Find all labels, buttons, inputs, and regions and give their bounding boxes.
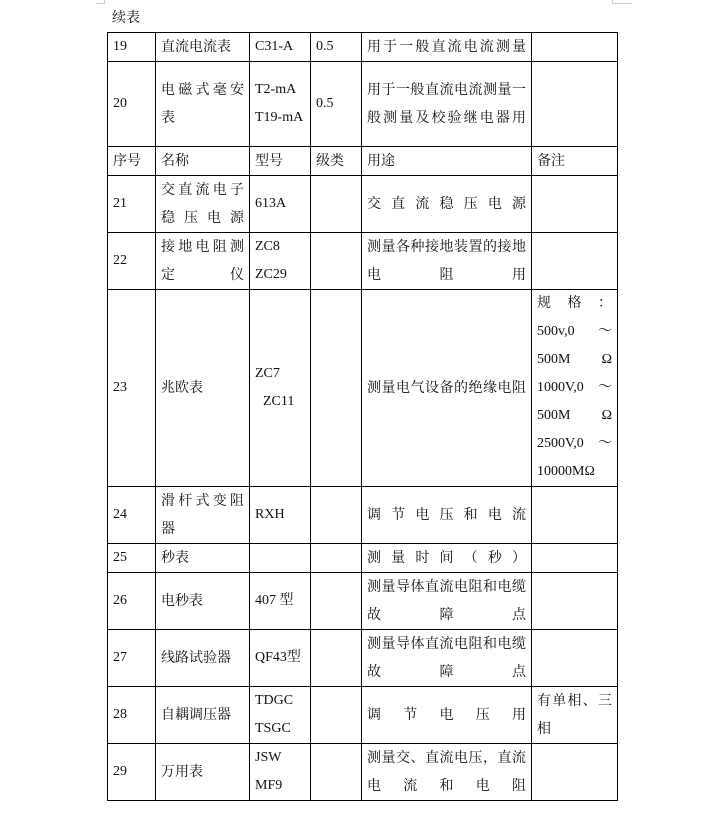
row-use: 交直流稳压电源 [362,176,532,233]
row-name: 电磁式毫安表 [156,62,250,147]
table-row [108,573,618,630]
row-grade [311,573,362,630]
model-line: 613A [255,196,287,211]
model-line: ZC7 [255,366,280,381]
model-line: QF43型 [255,650,301,665]
row-model [250,233,311,290]
row-name: 兆欧表 [156,290,250,487]
row-number: 27 [108,630,156,687]
model-line: T2-mA [255,82,297,97]
model-line: ZC8 [255,239,280,254]
row-number: 26 [108,573,156,630]
row-name: 接地电阻测定仪 [156,233,250,290]
instrument-table [107,32,618,801]
row-note [532,233,618,290]
row-note [532,573,618,630]
row-model [250,290,311,487]
spec-part: 10000MΩ [537,464,595,479]
spec-part: ： [598,296,612,311]
row-number: 24 [108,487,156,544]
model-line: 407 型 [255,593,294,608]
row-grade [311,630,362,687]
row-name: 交直流电子稳压电源 [156,176,250,233]
row-note [532,630,618,687]
row-note [532,290,618,487]
model-line: T19-mA [255,110,304,125]
table-row [108,290,618,487]
model-line: JSW [255,750,282,765]
row-number: 22 [108,233,156,290]
row-grade [311,176,362,233]
spec-part: ～ [598,324,612,339]
row-note [532,176,618,233]
page-corner-line-right [612,3,632,4]
row-grade [311,290,362,487]
spec-part: 500M [537,408,571,423]
model-line: TDGC [255,693,294,708]
spec-line [537,458,612,486]
header-note: 备注 [532,147,618,176]
model-line: RXH [255,507,285,522]
row-grade [311,744,362,801]
row-model [250,487,311,544]
row-use: 用于一般直流电流测量一般测量及校验继电器用 [362,62,532,147]
row-number: 23 [108,290,156,487]
row-use: 测量电气设备的绝缘电阻 [362,290,532,487]
row-name: 自耦调压器 [156,687,250,744]
row-name: 电秒表 [156,573,250,630]
spec-line [537,346,612,374]
row-use: 测量交、直流电压，直流电流和电阻 [362,744,532,801]
row-use: 调节电压用 [362,687,532,744]
row-model [250,630,311,687]
row-name: 线路试验器 [156,630,250,687]
row-grade [311,544,362,573]
row-grade [311,687,362,744]
row-number: 21 [108,176,156,233]
model-line: ZC29 [255,267,287,282]
spec-part: ～ [598,380,612,395]
spec-line [537,290,612,318]
row-use: 测量各种接地装置的接地电阻用 [362,233,532,290]
table-row [108,176,618,233]
table-caption: 续表 [112,10,140,26]
row-grade [311,487,362,544]
row-model [250,62,311,147]
table-row [108,487,618,544]
row-use: 测量时间（秒） [362,544,532,573]
model-line: MF9 [255,778,283,793]
spec-note [537,290,612,486]
header-use: 用途 [362,147,532,176]
spec-part: Ω [601,408,612,423]
row-note: 有单相、三相 [532,687,618,744]
row-model [250,744,311,801]
row-model [250,176,311,233]
table-row [108,744,618,801]
row-name: 万用表 [156,744,250,801]
row-model [250,687,311,744]
spec-part: 1000V,0 [537,380,584,395]
row-name: 秒表 [156,544,250,573]
table-row [108,233,618,290]
model-line: C31-A [255,39,294,54]
table-row [108,544,618,573]
row-note [532,544,618,573]
spec-part: 500M [537,352,571,367]
spec-part: 格 [567,296,582,311]
row-grade: 0.5 [311,62,362,147]
row-use: 测量导体直流电阻和电缆故障点 [362,630,532,687]
header-model: 型号 [250,147,311,176]
table-row [108,630,618,687]
table-header-row [108,147,618,176]
row-use: 用于一般直流电流测量 [362,33,532,62]
row-grade: 0.5 [311,33,362,62]
spec-part: 2500V,0 [537,436,584,451]
spec-part: Ω [601,352,612,367]
row-note [532,744,618,801]
row-model [250,544,311,573]
spec-line [537,374,612,402]
header-no: 序号 [108,147,156,176]
page-corner-line-left [96,3,104,4]
row-name: 直流电流表 [156,33,250,62]
header-name: 名称 [156,147,250,176]
table-row [108,33,618,62]
spec-part: 规 [537,296,551,311]
row-number: 28 [108,687,156,744]
row-model [250,33,311,62]
model-line: TSGC [255,721,291,736]
row-number: 20 [108,62,156,147]
row-note [532,33,618,62]
header-grade: 级类 [311,147,362,176]
spec-part: 500v,0 [537,324,575,339]
page-corner-mark-left [104,0,105,4]
row-number: 29 [108,744,156,801]
row-model [250,573,311,630]
spec-line [537,318,612,346]
model-line: ZC11 [263,394,295,409]
row-note [532,62,618,147]
row-number: 19 [108,33,156,62]
row-use: 调节电压和电流 [362,487,532,544]
spec-part: ～ [598,436,612,451]
spec-line [537,430,612,458]
table-row [108,62,618,147]
row-name: 滑杆式变阻器 [156,487,250,544]
table-body [108,33,618,801]
table-row [108,687,618,744]
row-note [532,487,618,544]
spec-line [537,402,612,430]
row-use: 测量导体直流电阻和电缆故障点 [362,573,532,630]
row-grade [311,233,362,290]
row-number: 25 [108,544,156,573]
